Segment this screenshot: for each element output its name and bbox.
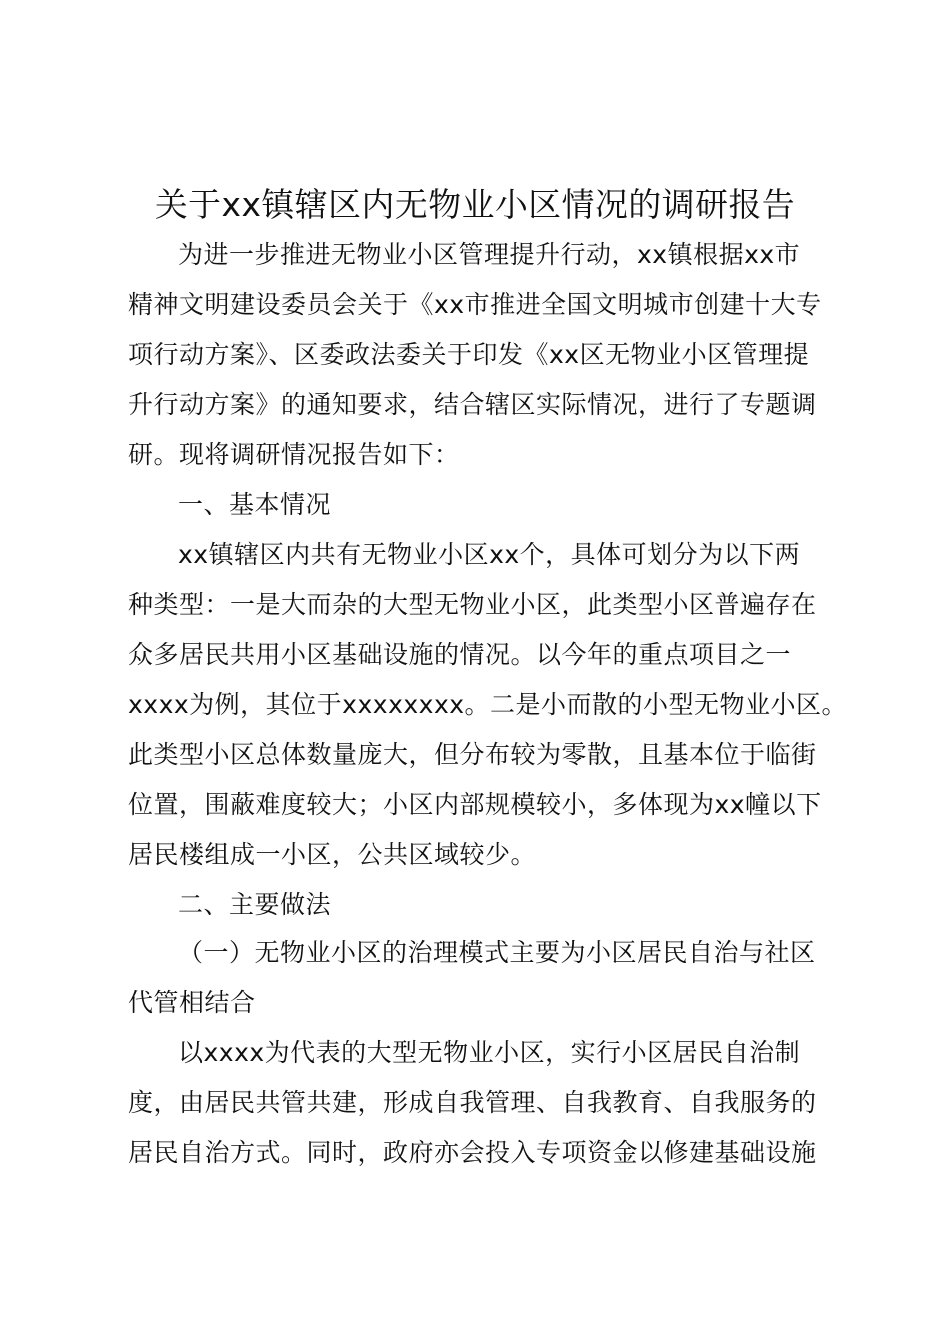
section1-line-1: xx镇辖区内共有无物业小区xx个，具体可划分为以下两: [178, 540, 801, 569]
section-heading-practices: 二、主要做法: [178, 890, 332, 919]
section1-line-5: 此类型小区总体数量庞大，但分布较为零散，且基本位于临街: [128, 740, 817, 769]
document-title: 关于xx镇辖区内无物业小区情况的调研报告: [154, 185, 796, 224]
subsection-heading-line-2: 代管相结合: [128, 988, 256, 1017]
section-heading-basic: 一、基本情况: [178, 490, 332, 519]
section1-line-7: 居民楼组成一小区，公共区域较少。: [128, 840, 537, 869]
section1-line-2: 种类型：一是大而杂的大型无物业小区，此类型小区普遍存在: [128, 590, 817, 619]
intro-line-4: 升行动方案》的通知要求，结合辖区实际情况，进行了专题调: [128, 390, 817, 419]
section1-line-3: 众多居民共用小区基础设施的情况。以今年的重点项目之一: [128, 640, 792, 669]
subsection1-line-3: 居民自治方式。同时，政府亦会投入专项资金以修建基础设施: [128, 1138, 817, 1167]
section1-line-4: xxxx为例，其位于xxxxxxxx。二是小而散的小型无物业小区。: [128, 690, 848, 719]
intro-line-5: 研。现将调研情况报告如下：: [128, 440, 460, 469]
subsection-heading-line-1: （一）无物业小区的治理模式主要为小区居民自治与社区: [178, 938, 816, 967]
subsection1-line-2: 度，由居民共管共建，形成自我管理、自我教育、自我服务的: [128, 1088, 817, 1117]
intro-line-1: 为进一步推进无物业小区管理提升行动，xx镇根据xx市: [178, 240, 801, 269]
subsection1-line-1: 以xxxx为代表的大型无物业小区，实行小区居民自治制: [178, 1038, 801, 1067]
section1-line-6: 位置，围蔽难度较大；小区内部规模较小，多体现为xx幢以下: [128, 790, 822, 819]
intro-line-3: 项行动方案》、区委政法委关于印发《xx区无物业小区管理提: [128, 340, 810, 369]
intro-line-2: 精神文明建设委员会关于《xx市推进全国文明城市创建十大专: [128, 290, 822, 319]
